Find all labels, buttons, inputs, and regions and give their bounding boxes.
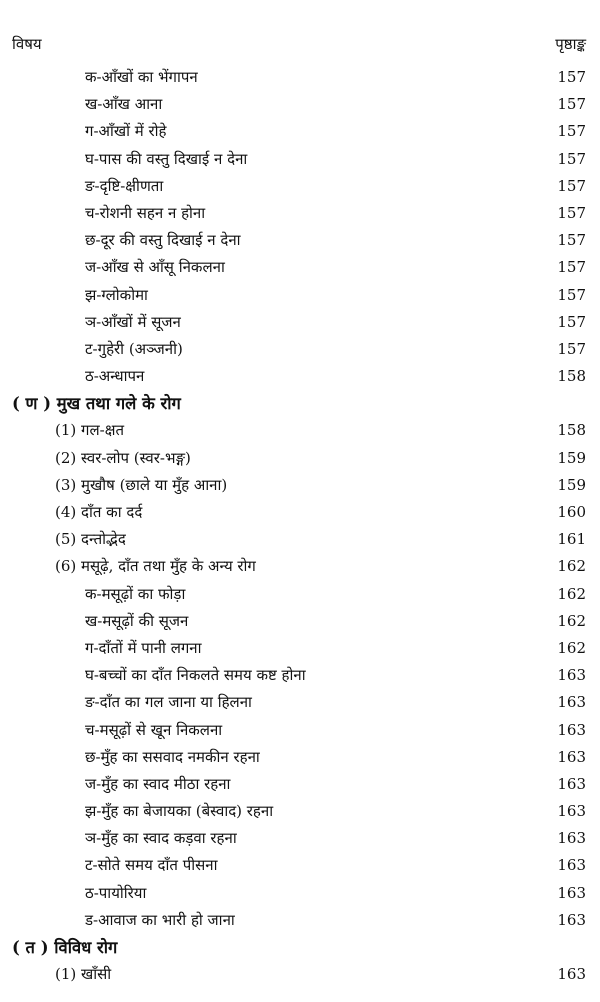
toc-entry-title: झ-मुँह का बेजायका (बेस्वाद) रहना — [85, 802, 274, 821]
toc-entry-title: ख-आँख आना — [85, 95, 163, 114]
toc-entry — [0, 581, 600, 608]
toc-entry-title: ग-आँखों में रोहे — [85, 122, 167, 141]
toc-entry-title: ज-आँख से आँसू निकलना — [85, 258, 225, 277]
toc-entry — [0, 880, 600, 907]
toc-entry — [0, 309, 600, 336]
toc-entry — [0, 363, 600, 390]
toc-entry-page: 163 — [557, 910, 586, 929]
toc-entry — [0, 825, 600, 852]
toc-entry-page: 157 — [557, 95, 586, 114]
toc-entry-title: ञ-मुँह का स्वाद कड़वा रहना — [85, 829, 237, 848]
toc-entry-page: 162 — [557, 638, 586, 657]
toc-entry — [0, 227, 600, 254]
toc-entry — [0, 744, 600, 771]
toc-entry-title: ख-मसूढ़ों की सूजन — [85, 611, 189, 630]
toc-entry — [0, 146, 600, 173]
toc-entry-title: घ-बच्चों का दाँत निकलते समय कष्ट होना — [85, 666, 306, 685]
toc-entry-page: 161 — [557, 530, 586, 549]
toc-entry — [0, 445, 600, 472]
toc-entry-page: 163 — [557, 856, 586, 875]
toc-section-heading — [0, 390, 600, 417]
toc-entry — [0, 798, 600, 825]
toc-header-page-number: पृष्ठाङ्क — [555, 35, 586, 53]
toc-entry — [0, 689, 600, 716]
toc-entry-page: 163 — [557, 720, 586, 739]
toc-entry — [0, 961, 600, 988]
toc-entry-page: 158 — [557, 367, 586, 386]
toc-entry-page: 157 — [557, 231, 586, 250]
toc-header-subject: विषय — [12, 35, 42, 53]
toc-entry — [0, 472, 600, 499]
toc-entry-title: घ-पास की वस्तु दिखाई न देना — [85, 149, 248, 168]
toc-entry-page: 162 — [557, 557, 586, 576]
toc-entry — [0, 852, 600, 879]
toc-entry-page: 159 — [557, 448, 586, 467]
toc-entry-title: छ-दूर की वस्तु दिखाई न देना — [85, 231, 241, 250]
toc-entry-page: 157 — [557, 122, 586, 141]
toc-entry-page: 163 — [557, 883, 586, 902]
toc-entry-title: (5) दन्तोद्भेद — [55, 530, 126, 549]
toc-entry-page: 157 — [557, 176, 586, 195]
toc-entry — [0, 553, 600, 580]
toc-entry-page: 157 — [557, 203, 586, 222]
toc-entry-title: (3) मुखौष (छाले या मुँह आना) — [55, 475, 228, 494]
toc-entry — [0, 336, 600, 363]
toc-entry-title: ग-दाँतों में पानी लगना — [85, 638, 202, 657]
toc-entry — [0, 254, 600, 281]
table-of-contents — [0, 64, 600, 988]
toc-entry — [0, 717, 600, 744]
toc-entry — [0, 282, 600, 309]
toc-entry-page: 157 — [557, 285, 586, 304]
toc-entry-title: च-रोशनी सहन न होना — [85, 203, 206, 222]
toc-entry — [0, 608, 600, 635]
toc-entry — [0, 173, 600, 200]
toc-entry-title: ज-मुँह का स्वाद मीठा रहना — [85, 774, 231, 793]
toc-entry-title: झ-ग्लोकोमा — [85, 285, 148, 304]
toc-entry-page: 163 — [557, 693, 586, 712]
toc-entry — [0, 417, 600, 444]
toc-entry — [0, 907, 600, 934]
toc-entry-page: 163 — [557, 666, 586, 685]
toc-entry-page: 163 — [557, 802, 586, 821]
toc-entry-title: ञ-आँखों में सूजन — [85, 312, 181, 331]
toc-entry-title: ड-आवाज का भारी हो जाना — [85, 910, 235, 929]
toc-entry-page: 157 — [557, 339, 586, 358]
toc-entry-page: 163 — [557, 829, 586, 848]
toc-entry-title: क-मसूढ़ों का फोड़ा — [85, 584, 186, 603]
toc-entry — [0, 499, 600, 526]
toc-entry-title: ( ण ) मुख तथा गले के रोग — [12, 394, 181, 414]
toc-entry-title: ट-गुहेरी (अञ्जनी) — [85, 339, 183, 358]
toc-entry-title: ( त ) विविध रोग — [12, 938, 118, 957]
toc-entry-title: ट-सोते समय दाँत पीसना — [85, 856, 218, 875]
toc-entry — [0, 526, 600, 553]
toc-entry — [0, 118, 600, 145]
toc-entry-page: 159 — [557, 475, 586, 494]
toc-entry-page: 162 — [557, 611, 586, 630]
toc-section-heading — [0, 934, 600, 961]
toc-entry — [0, 91, 600, 118]
toc-entry-title: (4) दाँत का दर्द — [55, 503, 143, 521]
toc-entry-title: (1) खाँसी — [55, 965, 112, 984]
toc-entry-page: 162 — [557, 584, 586, 603]
toc-entry-page: 163 — [557, 774, 586, 793]
toc-entry-title: (2) स्वर-लोप (स्वर-भङ्ग) — [55, 448, 191, 467]
toc-entry-title: क-आँखों का भेंगापन — [85, 68, 198, 86]
toc-entry-page: 157 — [557, 258, 586, 277]
toc-entry-page: 160 — [557, 503, 586, 521]
toc-entry-title: ठ-अन्धापन — [85, 367, 145, 386]
toc-entry-page: 163 — [557, 965, 586, 984]
toc-entry-title: (6) मसूढ़े, दाँत तथा मुँह के अन्य रोग — [55, 557, 256, 576]
toc-entry-title: छ-मुँह का ससवाद नमकीन रहना — [85, 747, 260, 766]
toc-entry-page: 158 — [557, 421, 586, 440]
toc-entry-page: 163 — [557, 747, 586, 766]
toc-entry-title: ठ-पायोरिया — [85, 883, 147, 902]
toc-entry — [0, 662, 600, 689]
toc-entry-title: (1) गल-क्षत — [55, 421, 125, 440]
toc-entry-page: 157 — [557, 312, 586, 331]
toc-entry — [0, 64, 600, 91]
toc-entry-page: 157 — [557, 149, 586, 168]
toc-entry-title: ङ-दृष्टि-क्षीणता — [85, 176, 164, 195]
toc-entry-title: च-मसूढ़ों से खून निकलना — [85, 720, 223, 739]
toc-entry — [0, 635, 600, 662]
toc-entry — [0, 200, 600, 227]
toc-entry-title: ङ-दाँत का गल जाना या हिलना — [85, 693, 252, 712]
toc-entry-page: 157 — [557, 68, 586, 86]
toc-entry — [0, 771, 600, 798]
